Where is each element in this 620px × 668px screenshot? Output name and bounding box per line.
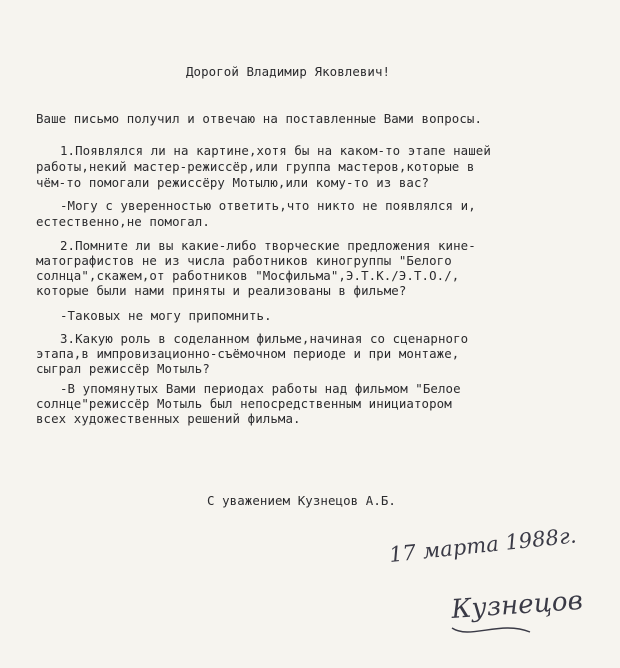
question-2-line: матографистов не из числа работников киногруппы "Белого <box>36 253 452 268</box>
question-3-line: сыграл режиссёр Мотыль? <box>36 361 210 376</box>
answer-3-line: -В упомянутых Вами периодах работы над фильмом "Белое <box>60 381 461 396</box>
answer-1-line: естественно,не помогал. <box>36 214 210 229</box>
closing-line: С уважением Кузнецов А.Б. <box>207 493 396 508</box>
handwritten-date: 17 марта 1988г. <box>388 523 578 567</box>
question-1-line: работы,некий мастер-режиссёр,или группа мастеров,которые в <box>36 159 475 174</box>
question-1-line: чём-то помогали режиссёру Мотылю,или кому-то из вас? <box>36 175 430 190</box>
answer-3-line: всех художественных решений фильма. <box>36 411 301 426</box>
question-1-line: 1.Появлялся ли на картине,хотя бы на каком-то этапе нашей <box>60 143 491 158</box>
answer-3-line: солнце"режиссёр Мотыль был непосредственным инициатором <box>36 396 452 411</box>
signature-underline <box>452 628 530 632</box>
answer-1-line: -Могу с уверенностью ответить,что никто не появлялся и, <box>60 198 476 213</box>
question-3-line: 3.Какую роль в соделанном фильме,начиная со сценарного <box>60 331 469 346</box>
answer-2: -Таковых не могу припомнить. <box>60 308 272 323</box>
salutation: Дорогой Владимир Яковлевич! <box>186 64 391 79</box>
intro-paragraph: Ваше письмо получил и отвечаю на поставленные Вами вопросы. <box>36 111 483 126</box>
question-2-line: солнца",скажем,от работников "Мосфильма",Э.Т.К./Э.Т.О./, <box>36 268 460 283</box>
signature: Кузнецов <box>450 585 584 625</box>
question-3-line: этапа,в импровизационно-съёмочном периоде и при монтаже, <box>36 346 460 361</box>
question-2-line: 2.Помните ли вы какие-либо творческие предложения кине- <box>60 238 476 253</box>
question-2-line: которые были нами приняты и реализованы в фильме? <box>36 283 407 298</box>
